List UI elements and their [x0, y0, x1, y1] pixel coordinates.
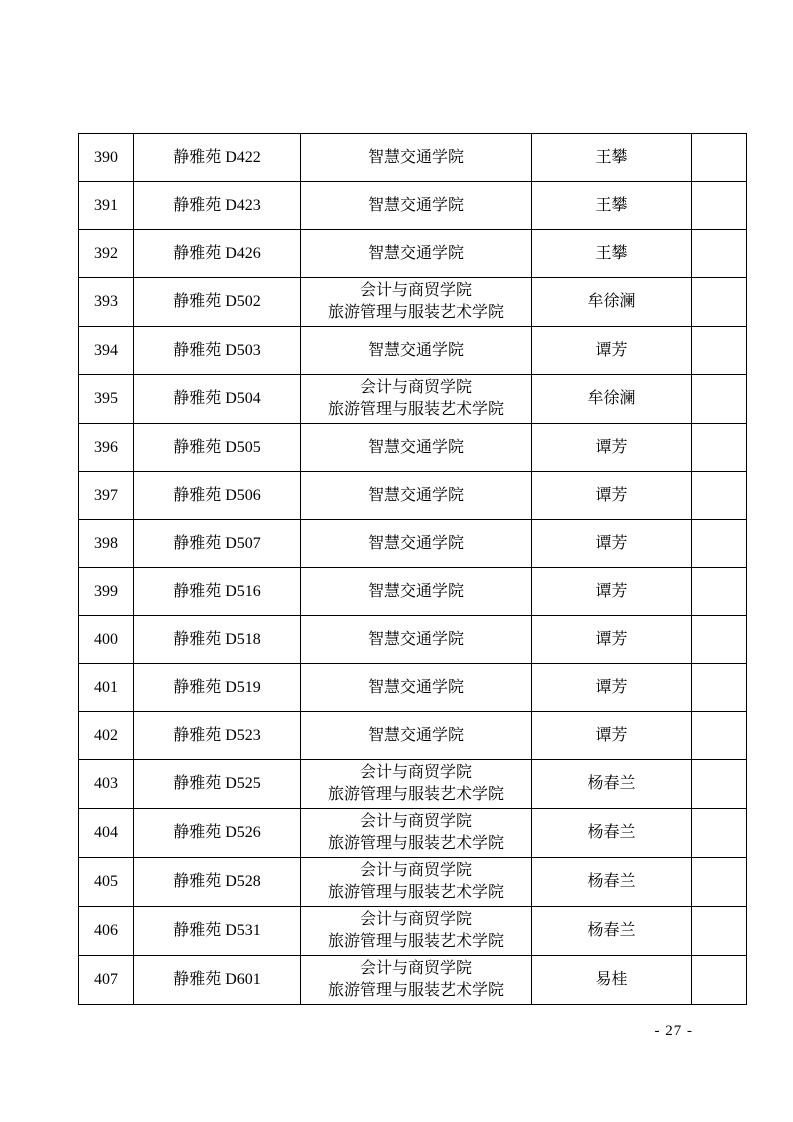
college-name: 旅游管理与服装艺术学院	[327, 884, 504, 901]
college-cell	[301, 230, 532, 278]
note-cell	[692, 327, 747, 375]
room-cell: 静雅苑 D502	[134, 278, 301, 327]
person-cell: 谭芳	[532, 472, 692, 520]
table-row	[79, 858, 747, 907]
college-cell	[301, 712, 532, 760]
college-name: 旅游管理与服装艺术学院	[327, 786, 504, 803]
row-number-cell: 393	[79, 278, 134, 327]
person-cell: 谭芳	[532, 520, 692, 568]
college-cell	[301, 956, 532, 1005]
room-cell: 静雅苑 D423	[134, 182, 301, 230]
person-cell: 谭芳	[532, 616, 692, 664]
college-name: 智慧交通学院	[367, 582, 464, 600]
row-number-cell: 390	[79, 134, 134, 182]
row-number-cell: 398	[79, 520, 134, 568]
table-body	[79, 134, 747, 1005]
row-number-cell: 399	[79, 568, 134, 616]
room-cell: 静雅苑 D528	[134, 858, 301, 907]
row-number-cell: 397	[79, 472, 134, 520]
table-row	[79, 520, 747, 568]
college-name: 智慧交通学院	[367, 630, 464, 648]
college-cell	[301, 472, 532, 520]
person-cell: 谭芳	[532, 424, 692, 472]
college-cell	[301, 278, 532, 327]
college-cell	[301, 664, 532, 712]
college-cell	[301, 568, 532, 616]
college-name: 会计与商贸学院	[359, 960, 472, 977]
table-row	[79, 472, 747, 520]
college-name: 会计与商贸学院	[359, 282, 472, 299]
page-number: - 27 -	[654, 1023, 693, 1039]
room-cell: 静雅苑 D525	[134, 760, 301, 809]
note-cell	[692, 956, 747, 1005]
note-cell	[692, 568, 747, 616]
person-cell: 谭芳	[532, 568, 692, 616]
person-cell: 杨春兰	[532, 907, 692, 956]
college-name: 旅游管理与服装艺术学院	[327, 304, 504, 321]
person-cell: 王攀	[532, 134, 692, 182]
note-cell	[692, 858, 747, 907]
note-cell	[692, 182, 747, 230]
row-number-cell: 395	[79, 375, 134, 424]
table-row	[79, 230, 747, 278]
row-number-cell: 405	[79, 858, 134, 907]
person-cell: 谭芳	[532, 327, 692, 375]
note-cell	[692, 230, 747, 278]
college-cell	[301, 182, 532, 230]
dormitory-table	[78, 133, 747, 1005]
college-name: 智慧交通学院	[367, 148, 464, 166]
college-cell	[301, 858, 532, 907]
room-cell: 静雅苑 D506	[134, 472, 301, 520]
college-cell	[301, 907, 532, 956]
note-cell	[692, 809, 747, 858]
note-cell	[692, 424, 747, 472]
college-cell	[301, 520, 532, 568]
college-name: 智慧交通学院	[367, 438, 464, 456]
room-cell: 静雅苑 D516	[134, 568, 301, 616]
room-cell: 静雅苑 D519	[134, 664, 301, 712]
college-name: 会计与商贸学院	[359, 764, 472, 781]
table-row	[79, 664, 747, 712]
table-row	[79, 278, 747, 327]
college-cell	[301, 375, 532, 424]
room-cell: 静雅苑 D523	[134, 712, 301, 760]
row-number-cell: 404	[79, 809, 134, 858]
table-row	[79, 760, 747, 809]
room-cell: 静雅苑 D505	[134, 424, 301, 472]
college-cell	[301, 424, 532, 472]
table-row	[79, 182, 747, 230]
note-cell	[692, 760, 747, 809]
college-cell	[301, 327, 532, 375]
person-cell: 王攀	[532, 230, 692, 278]
college-name: 旅游管理与服装艺术学院	[327, 933, 504, 950]
note-cell	[692, 907, 747, 956]
table-row	[79, 809, 747, 858]
row-number-cell: 396	[79, 424, 134, 472]
row-number-cell: 401	[79, 664, 134, 712]
person-cell: 杨春兰	[532, 858, 692, 907]
table-row	[79, 616, 747, 664]
person-cell: 王攀	[532, 182, 692, 230]
room-cell: 静雅苑 D503	[134, 327, 301, 375]
person-cell: 谭芳	[532, 712, 692, 760]
college-name: 旅游管理与服装艺术学院	[327, 982, 504, 999]
row-number-cell: 394	[79, 327, 134, 375]
note-cell	[692, 712, 747, 760]
college-name: 会计与商贸学院	[359, 813, 472, 830]
table-row	[79, 956, 747, 1005]
college-name: 会计与商贸学院	[359, 911, 472, 928]
college-cell	[301, 809, 532, 858]
college-cell	[301, 616, 532, 664]
table-row	[79, 134, 747, 182]
college-name: 智慧交通学院	[367, 341, 464, 359]
college-name: 智慧交通学院	[367, 534, 464, 552]
college-cell	[301, 134, 532, 182]
college-cell	[301, 760, 532, 809]
row-number-cell: 407	[79, 956, 134, 1005]
table-row	[79, 375, 747, 424]
row-number-cell: 400	[79, 616, 134, 664]
person-cell: 谭芳	[532, 664, 692, 712]
college-name: 智慧交通学院	[367, 196, 464, 214]
room-cell: 静雅苑 D507	[134, 520, 301, 568]
note-cell	[692, 134, 747, 182]
room-cell: 静雅苑 D518	[134, 616, 301, 664]
college-name: 旅游管理与服装艺术学院	[327, 401, 504, 418]
row-number-cell: 392	[79, 230, 134, 278]
room-cell: 静雅苑 D422	[134, 134, 301, 182]
note-cell	[692, 472, 747, 520]
room-cell: 静雅苑 D504	[134, 375, 301, 424]
college-name: 会计与商贸学院	[359, 862, 472, 879]
table-row	[79, 712, 747, 760]
table-row	[79, 327, 747, 375]
room-cell: 静雅苑 D426	[134, 230, 301, 278]
person-cell: 杨春兰	[532, 809, 692, 858]
college-name: 智慧交通学院	[367, 244, 464, 262]
room-cell: 静雅苑 D526	[134, 809, 301, 858]
college-name: 智慧交通学院	[367, 726, 464, 744]
note-cell	[692, 616, 747, 664]
table-row	[79, 424, 747, 472]
note-cell	[692, 375, 747, 424]
room-cell: 静雅苑 D531	[134, 907, 301, 956]
college-name: 智慧交通学院	[367, 678, 464, 696]
table-row	[79, 907, 747, 956]
row-number-cell: 402	[79, 712, 134, 760]
note-cell	[692, 664, 747, 712]
table-row	[79, 568, 747, 616]
person-cell: 杨春兰	[532, 760, 692, 809]
row-number-cell: 406	[79, 907, 134, 956]
note-cell	[692, 520, 747, 568]
person-cell: 牟徐澜	[532, 375, 692, 424]
college-name: 智慧交通学院	[367, 486, 464, 504]
row-number-cell: 391	[79, 182, 134, 230]
note-cell	[692, 278, 747, 327]
room-cell: 静雅苑 D601	[134, 956, 301, 1005]
person-cell: 牟徐澜	[532, 278, 692, 327]
row-number-cell: 403	[79, 760, 134, 809]
college-name: 旅游管理与服装艺术学院	[327, 835, 504, 852]
college-name: 会计与商贸学院	[359, 379, 472, 396]
person-cell: 易桂	[532, 956, 692, 1005]
